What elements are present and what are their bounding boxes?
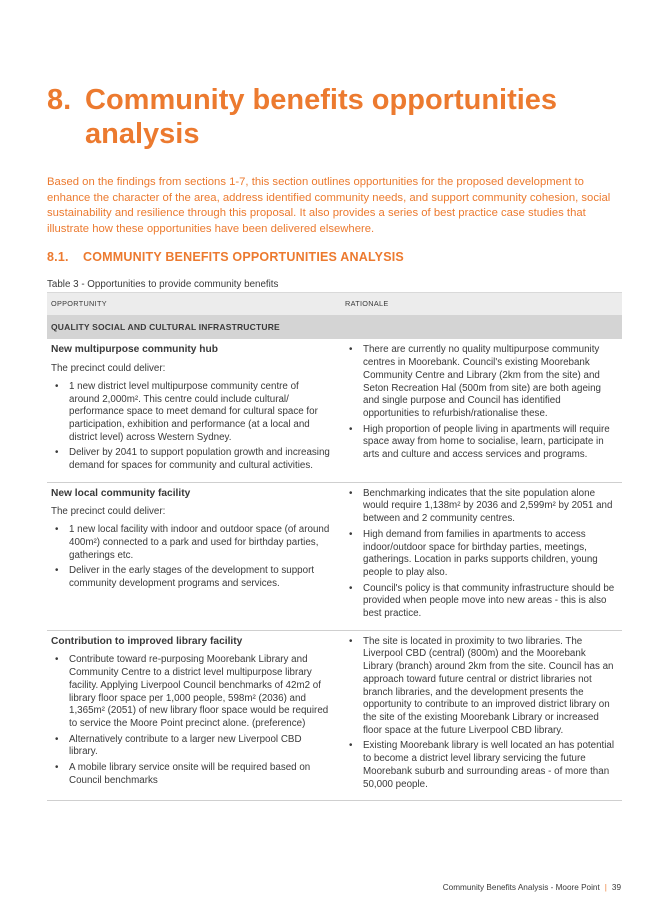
header-rationale: RATIONALE — [341, 293, 622, 315]
footer-separator: | — [604, 883, 607, 892]
rationale-bullet: • Benchmarking indicates that the site population alone would require 1,138m² by 2036 and 2,599m² by 2051 and between and 2 community centres. — [345, 488, 618, 526]
opportunity-cell — [47, 482, 341, 630]
opportunity-list — [51, 381, 331, 473]
rationale-cell — [341, 339, 622, 482]
table-row — [47, 339, 622, 482]
section-label: QUALITY SOCIAL AND CULTURAL INFRASTRUCTURE — [47, 315, 622, 340]
heading-title: Community benefits opportunities analysis — [85, 84, 558, 150]
rationale-list — [345, 636, 618, 791]
rationale-bullet: • There are currently no quality multipurpose community centres in Moorebank. Council's existing Moorebank Community Centre and Library (2km from the site) and Seton Recreation Hal (500m from site) are both ageing and single purpose and Council has identified opportunities to refurbish/rationalise these. — [345, 344, 618, 420]
rationale-bullet: • The site is located in proximity to two libraries. The Liverpool CBD (central) (800m) and the Moorebank Library (branch) around 2km from the site. Council has an approach toward future central or district libraries not branch libraries, and the development presents the opportunity to contribute to an improved district library on the site of the existing Moorebank Library or increased floor space at the future Liverpool CBD library. — [345, 636, 618, 738]
rationale-bullet: • High proportion of people living in apartments will require space away from home to socialise, learn, participate in arts and culture and access services and programs. — [345, 424, 618, 462]
opportunity-intro: The precinct could deliver: — [51, 363, 166, 375]
rationale-bullet: • Existing Moorebank library is well located an has potential to become a district level library servicing the future Moorebank suburb and surrounding areas - of more than 50,000 people. — [345, 740, 618, 791]
page-number: 39 — [611, 883, 621, 892]
opportunity-bullet: • Alternatively contribute to a larger new Liverpool CBD library. — [51, 734, 331, 759]
header-opportunity: OPPORTUNITY — [47, 293, 341, 315]
table-row — [47, 482, 622, 630]
subheading-number: 8.1. — [47, 250, 69, 264]
opportunity-cell — [47, 630, 341, 800]
table-header-row — [47, 293, 622, 315]
opportunity-title: New multipurpose community hub — [51, 344, 218, 356]
rationale-cell — [341, 482, 622, 630]
table-row — [47, 630, 622, 800]
rationale-list — [345, 488, 618, 621]
footer-text: Community Benefits Analysis - Moore Point — [442, 883, 600, 892]
opportunity-bullet: • Deliver in the early stages of the development to support community development programs and services. — [51, 565, 331, 590]
opportunity-intro: The precinct could deliver: — [51, 506, 166, 518]
rationale-bullet: • High demand from families in apartments to access indoor/outdoor space for birthday parties, meetings, gatherings. Location in parks supports children, young people to play also. — [345, 529, 618, 580]
opportunity-cell — [47, 339, 341, 482]
opportunities-table — [47, 292, 622, 801]
opportunity-title: Contribution to improved library facility — [51, 635, 243, 647]
opportunity-bullet: • Deliver by 2041 to support population growth and increasing demand for spaces for community and cultural activities. — [51, 447, 331, 472]
table-section-row — [47, 315, 622, 340]
intro-paragraph: Based on the findings from sections 1-7, this section outlines opportunities for the proposed development to enhance the character of the area, address identified community needs, and support community cohesion, social sustainability and resilience through this proposal. It also provides a series of best practice case studies that illustrate how these opportunities have been delivered elsewhere. — [47, 176, 611, 235]
page-footer — [443, 883, 621, 892]
opportunity-title: New local community facility — [51, 487, 191, 499]
opportunity-list — [51, 654, 331, 787]
opportunity-bullet: • A mobile library service onsite will be required based on Council benchmarks — [51, 762, 331, 787]
rationale-bullet: • Council's policy is that community infrastructure should be provided when people move into new areas - this is also best practice. — [345, 583, 618, 621]
opportunity-bullet: • 1 new district level multipurpose community centre of around 2,000m². This centre could include cultural/ performance space to meet demand for cultural space for participation, exhibition and performance (at a local and district level) across Western Sydney. — [51, 381, 331, 445]
section-subheading — [47, 249, 607, 265]
subheading-title: COMMUNITY BENEFITS OPPORTUNITIES ANALYSIS — [83, 250, 404, 264]
rationale-list — [345, 344, 618, 461]
opportunity-bullet: • 1 new local facility with indoor and outdoor space (of around 400m²) connected to a park and used for birthday parties, gatherings etc. — [51, 524, 331, 562]
opportunity-bullet: • Contribute toward re-purposing Moorebank Library and Community Centre to a district level multipurpose library facility. Applying Liverpool Council benchmarks of 42m2 of library floor space per 1,000 people, 598m² (2036) and 1,365m² (2051) of new library floor space would be required to service the Moore Point precinct alone. (preference) — [51, 654, 331, 730]
heading-number: 8. — [47, 84, 72, 116]
table-caption: Table 3 - Opportunities to provide community benefits — [47, 279, 279, 290]
rationale-cell — [341, 630, 622, 800]
page-heading — [47, 83, 607, 151]
opportunity-list — [51, 524, 331, 591]
